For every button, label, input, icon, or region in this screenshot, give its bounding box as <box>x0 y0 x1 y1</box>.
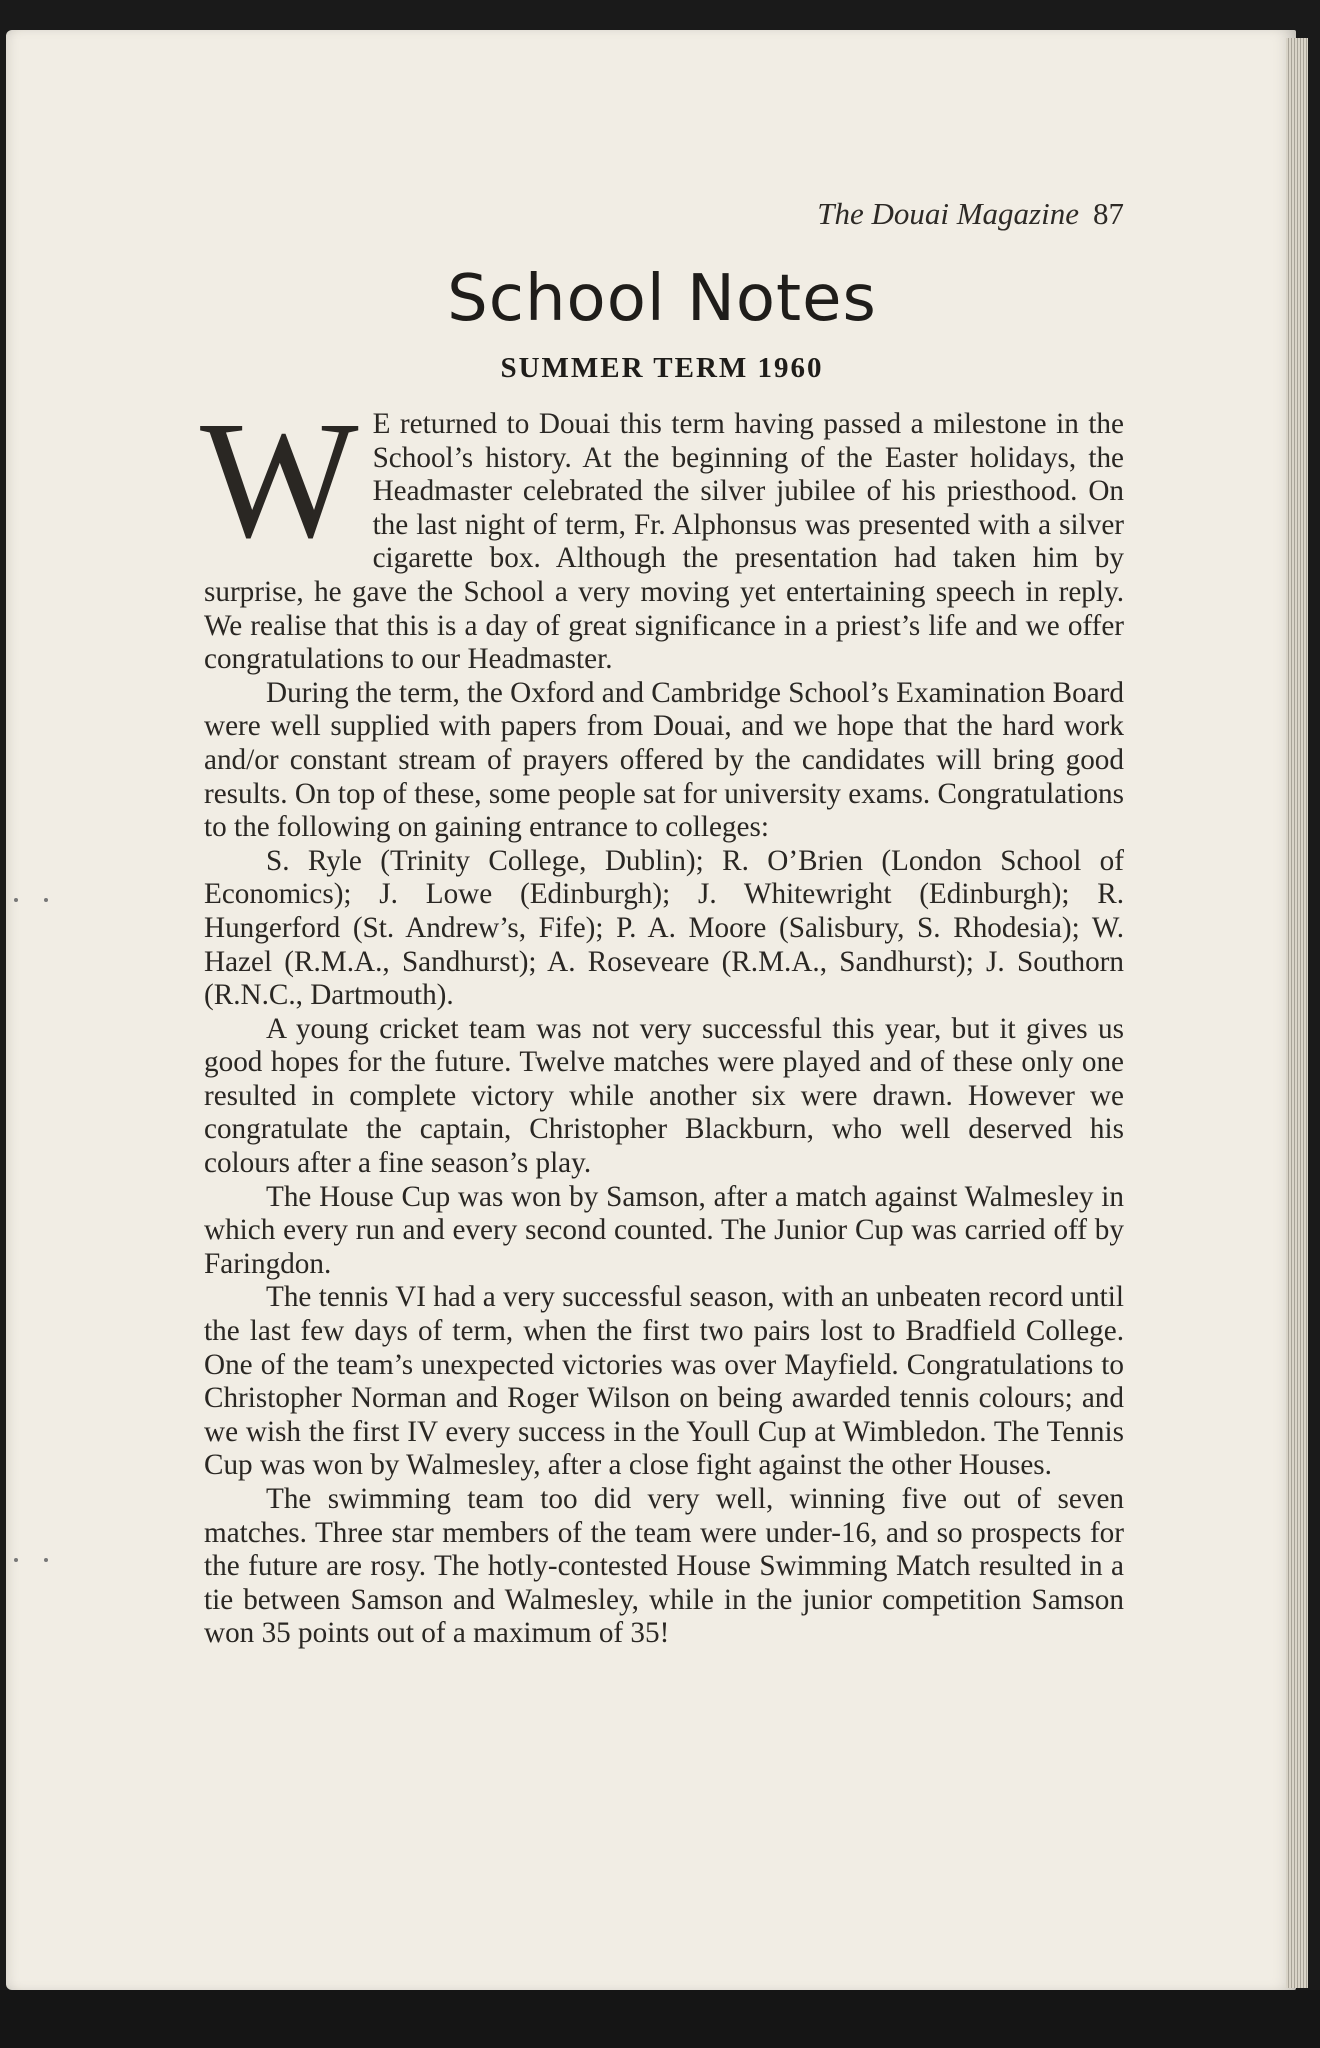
binding-background <box>0 1990 1320 2048</box>
page-edge-stack <box>1286 38 1308 1988</box>
page-title: School Notes <box>447 262 877 336</box>
page-number: 87 <box>1093 196 1124 231</box>
paragraph-6: The tennis VI had a very successful season, with an unbeaten record until the last few days of term, when the first two pairs lost to Bradfield College. One of the team’s unexpected victories was over Mayfield. Congratulations to Christopher Norman and Roger Wilson on being awarded tennis colours; and we wish the first IV every success in the Youll Cup at Wimbledon. The Tennis Cup was won by Walmesley, after a close fight against the other Houses. <box>204 1281 1124 1482</box>
running-head-magazine: The Douai Magazine <box>817 196 1079 231</box>
margin-mark <box>14 898 18 902</box>
page-subtitle: SUMMER TERM 1960 <box>500 352 824 384</box>
margin-mark <box>14 1558 18 1562</box>
paragraph-3: S. Ryle (Trinity College, Dublin); R. O’Brien (London School of Economics); J. Lowe (Edinburgh); J. Whitewright (Edinburgh); R. Hungerford (St. Andrew’s, Fife); P. A. Moore (Salisbury, S. Rhodesia); W. Hazel (R.M.A., Sandhurst); A. Roseveare (R.M.A., Sandhurst); J. Southorn (R.N.C., Dartmouth). <box>204 844 1124 1012</box>
margin-mark <box>44 898 48 902</box>
running-head <box>700 196 1124 232</box>
paragraph-5: The House Cup was won by Samson, after a match against Walmesley in which every run and every second counted. The Junior Cup was carried off by Faringdon. <box>204 1180 1124 1280</box>
paragraph-2: During the term, the Oxford and Cambridge School’s Examination Board were well supplied with papers from Douai, and we hope that the hard work and/or constant stream of prayers offered by the candidates will bring good results. On top of these, some people sat for university exams. Congratulations to the following on gaining entrance to colleges: <box>204 676 1124 844</box>
drop-cap: W <box>200 387 359 573</box>
paragraph-7: The swimming team too did very well, winning five out of seven matches. Three star members of the team were under-16, and so prospects for the future are rosy. The hotly-contested House Swimming Match resulted in a tie between Samson and Walmesley, while in the junior competition Samson won 35 points out of a maximum of 35! <box>204 1483 1124 1650</box>
paragraph-1-text: E returned to Douai this term having passed a milestone in the School’s history. At the beginning of the Easter holidays, the Headmaster celebrated the silver jubilee of his priesthood. On the last night of term, Fr. Alphonsus was presented with a silver cigarette box. Although the presentation had taken him by surprise, he gave the School a very moving yet entertaining speech in reply. We realise that this is a day of great significance in a priest’s life and we offer congratulations to our Headmaster. <box>204 408 1124 676</box>
paragraph-4: A young cricket team was not very successful this year, but it gives us good hopes for the future. Twelve matches were played and of these only one resulted in complete victory while another six were drawn. However we congratulate the captain, Christopher Blackburn, who well deserved his colours after a fine season’s play. <box>204 1012 1124 1180</box>
margin-mark <box>44 1558 48 1562</box>
article-body <box>200 387 1124 1651</box>
paragraph-1 <box>200 387 1124 677</box>
